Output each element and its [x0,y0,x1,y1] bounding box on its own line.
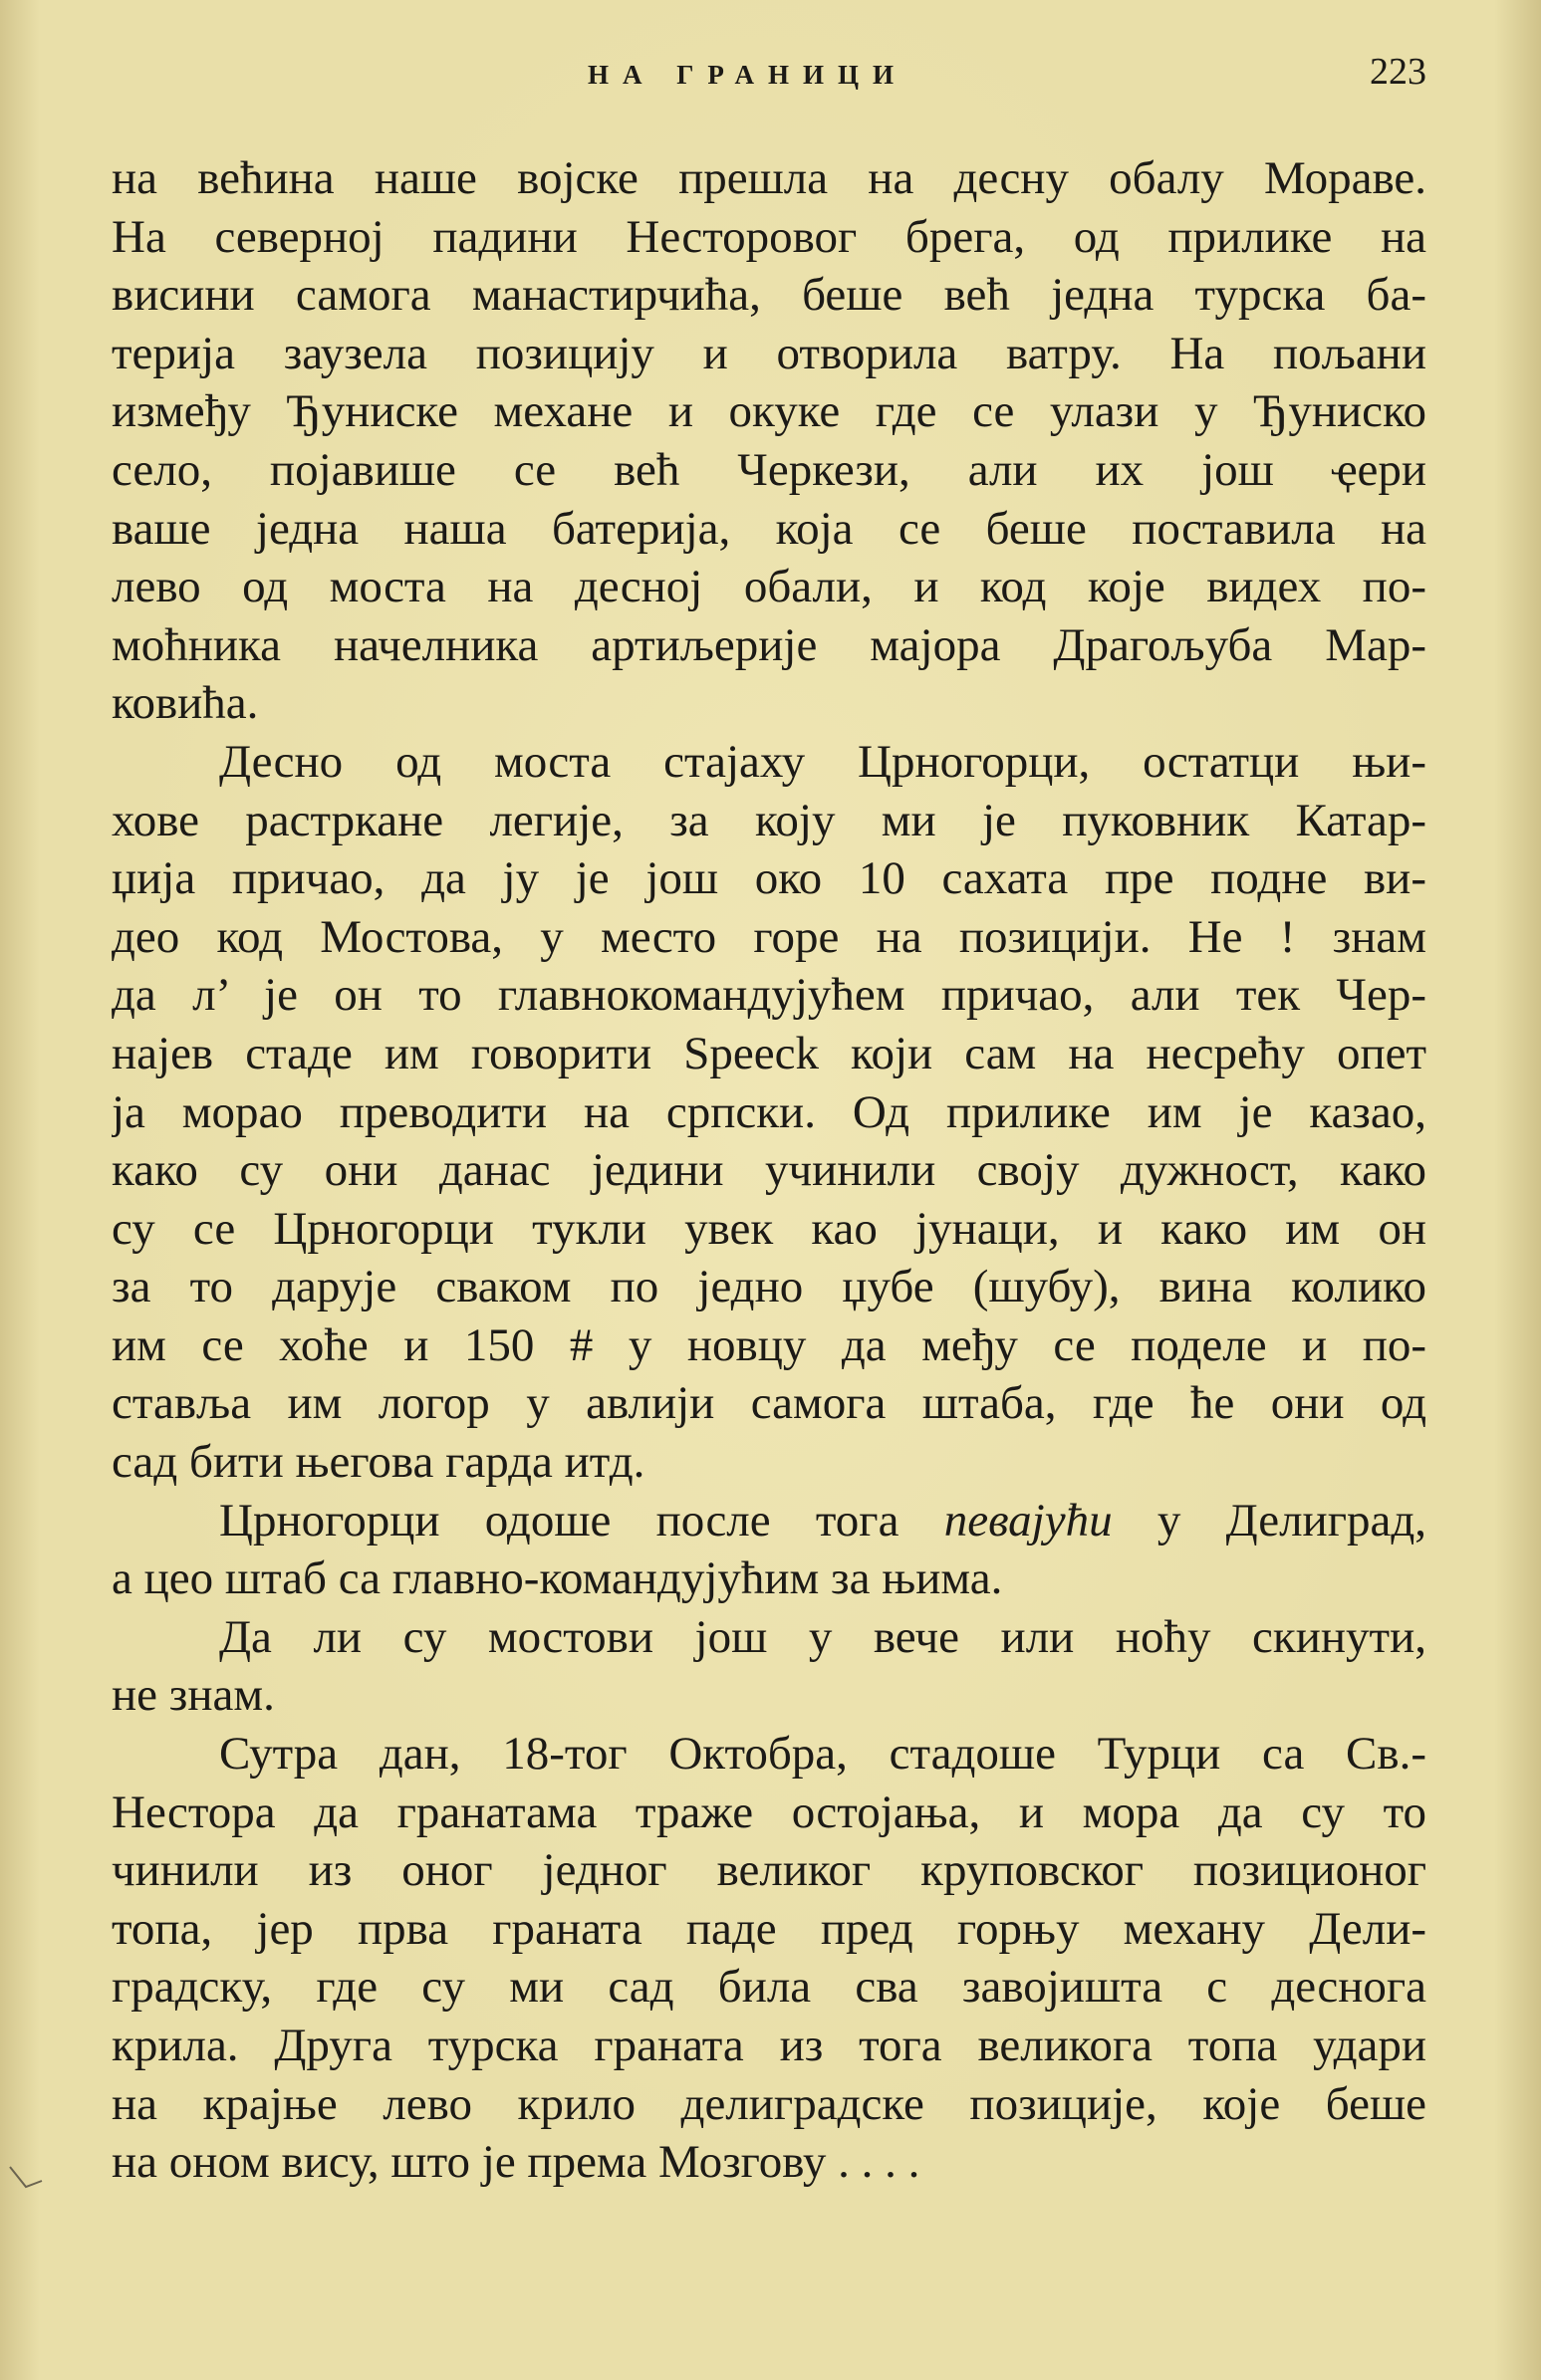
text-segment: у Делиград, [1112,1494,1426,1547]
text-line: ја морао преводити на српски. Од прилике им је казао, [112,1085,1426,1138]
text-line: део код Мостова, у место горе на позицији. Не ! знам [112,910,1426,963]
text-line: терија заузела позицију и отворила ватру. На пољани [112,327,1426,379]
text-line: На северној падини Несторовог брега, од прилике на [112,210,1426,263]
page-number: 223 [1370,51,1426,93]
text-line: ковића. [112,677,259,730]
text-line: висини самога манастирчића, беше већ једна турска ба- [112,269,1426,322]
text-line: лево од моста на десној обали, и код које видех по- [112,561,1426,613]
text-line: Нестора да гранатама траже остојања, и мора да су то [112,1785,1426,1838]
margin-pencil-mark-icon [8,2161,48,2201]
text-line: крила. Друга турска граната из тога великога топа удари [112,2020,1426,2071]
text-line: џија причао, да ју је још око 10 сахата пре подне ви- [112,852,1426,905]
text-line: за то дарује сваком по једно џубе (шубу), вина колико [112,1261,1426,1313]
text-line: хове растркане легије, за коју ми је пуковник Катар- [112,794,1426,846]
text-line: топа, јер прва граната паде пред горњу механу Дели- [112,1902,1426,1955]
text-line: на оном вису, што је према Мозгову . . . . [112,2136,920,2189]
page-header [110,50,1426,110]
running-head: НА ГРАНИЦИ [588,60,907,90]
text-line [112,1492,1426,1550]
text-line: између Ђуниске механе и окуке где се улази у Ђуниско [112,385,1426,438]
text-line: Десно од моста стајаху Црногорци, остатци њи- [219,735,1426,788]
text-line: сад бити његова гарда итд. [112,1436,645,1489]
text-line: градску, где су ми сад била сва завојишта с деснога [112,1961,1426,2014]
body-text [112,149,1426,2192]
text-line: чинили из оног једног великог круповског позиционог [112,1844,1426,1897]
text-line: а цео штаб са главно-командујућим за њима. [112,1552,1003,1605]
text-line: им се хоће и 150 # у новцу да међу се поделе и по- [112,1318,1426,1371]
text-line: моћника начелника артиљерије мајора Драгољуба Мар- [112,618,1426,671]
text-line: ваше једна наша батерија, која се беше поставила на [112,502,1426,555]
text-line: најев стаде им говорити Speeck који сам на несрећу опет [112,1027,1426,1079]
text-line: село, појавише се већ Черкези, али их још ҿери [112,443,1426,496]
text-line: како су они данас једини учинили своју дужност, како [112,1144,1426,1197]
text-line: Да ли су мостови још у вече или ноћу скинути, [219,1610,1426,1663]
text-segment: Црногорци одоше после тога [219,1494,944,1547]
text-line: на већина наше војске прешла на десну обалу Мораве. [112,152,1426,204]
text-line: не знам. [112,1669,275,1722]
italic-word: певајући [943,1494,1113,1547]
text-line: Сутра дан, 18-тог Октобра, стадоше Турци са Св.- [219,1728,1426,1781]
text-line: да л’ је он то главнокомандујућем причао, али тек Чер- [112,969,1426,1022]
text-line: су се Црногорци тукли увек као јунаци, и како им он [112,1202,1426,1255]
text-line: ставља им логор у авлији самога штаба, где ће они од [112,1377,1426,1430]
text-line: на крајње лево крило делиградске позиције, које беше [112,2077,1426,2130]
